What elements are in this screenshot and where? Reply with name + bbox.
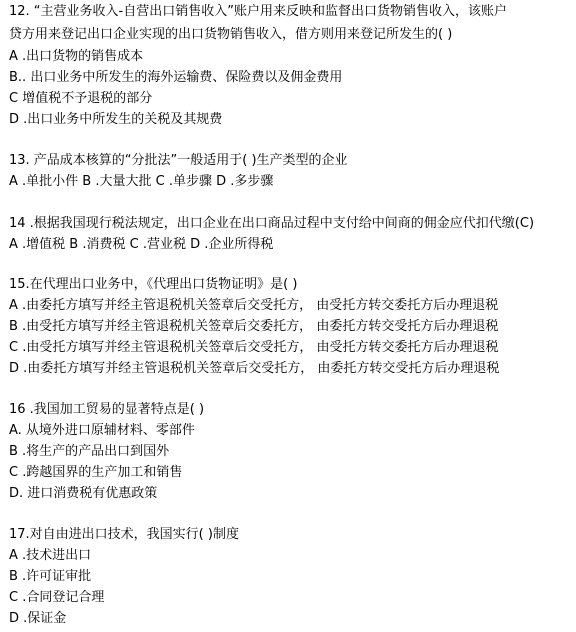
question-15-stem: 15.在代理出口业务中，《代理出口货物证明》是( ) [9, 277, 298, 292]
question-17-stem: 17.对自由进出口技术，我国实行( )制度 [9, 527, 239, 542]
question-16-option-a: A. 从境外进口原辅材料、零部件 [9, 423, 195, 438]
question-12-option-d: D .出口业务中所发生的关税及其规费 [9, 112, 223, 127]
question-12-stem-line-1: 12. “主营业务收入-自营出口销售收入”账户用来反映和监督出口货物销售收入，该账户 [9, 4, 507, 19]
question-17-option-a: A .技术进出口 [9, 548, 92, 563]
question-15-option-d: D .由委托方填写并经主管退税机关签章后交受托方， 由委托方转交受托方后办理退税 [9, 361, 500, 376]
question-12-option-c: C 增值税不予退税的部分 [9, 91, 153, 106]
question-12-option-b: B.. 出口业务中所发生的海外运输费、保险费以及佣金费用 [9, 70, 343, 85]
question-17-option-c: C .合同登记合理 [9, 590, 105, 605]
question-16-option-b: B .将生产的产品出口到国外 [9, 444, 170, 459]
question-15-option-c: C .由受托方填写并经主管退税机关签章后交受托方， 由受托方转交委托方后办理退税 [9, 340, 499, 355]
question-12-stem-line-2: 贷方用来登记出口企业实现的出口货物销售收入，借方则用来登记所发生的( ) [9, 27, 453, 42]
question-16-stem: 16 .我国加工贸易的显著特点是( ) [9, 402, 205, 417]
question-17-option-b: B .许可证审批 [9, 569, 92, 584]
question-16-option-c: C .跨越国界的生产加工和销售 [9, 465, 183, 480]
question-15-option-b: B .由受托方填写并经主管退税机关签章后交委托方， 由委托方转交受托方后办理退税 [9, 319, 499, 334]
question-16-option-d: D. 进口消费税有优惠政策 [9, 486, 158, 501]
question-13-options: A .单批小件 B .大量大批 C .单步骤 D .多步骤 [9, 174, 274, 189]
question-13-stem: 13. 产品成本核算的“分批法”一般适用于( )生产类型的企业 [9, 153, 348, 168]
question-12-option-a: A .出口货物的销售成本 [9, 49, 144, 64]
question-14-options: A .增值税 B .消费税 C .营业税 D .企业所得税 [9, 237, 274, 252]
question-15-option-a: A .由委托方填写并经主管退税机关签章后交受托方， 由受托方转交委托方后办理退税 [9, 298, 499, 313]
question-14-stem: 14 .根据我国现行税法规定，出口企业在出口商品过程中支付给中间商的佣金应代扣代缴(C) [9, 216, 535, 231]
question-17-option-d: D .保证金 [9, 611, 67, 626]
